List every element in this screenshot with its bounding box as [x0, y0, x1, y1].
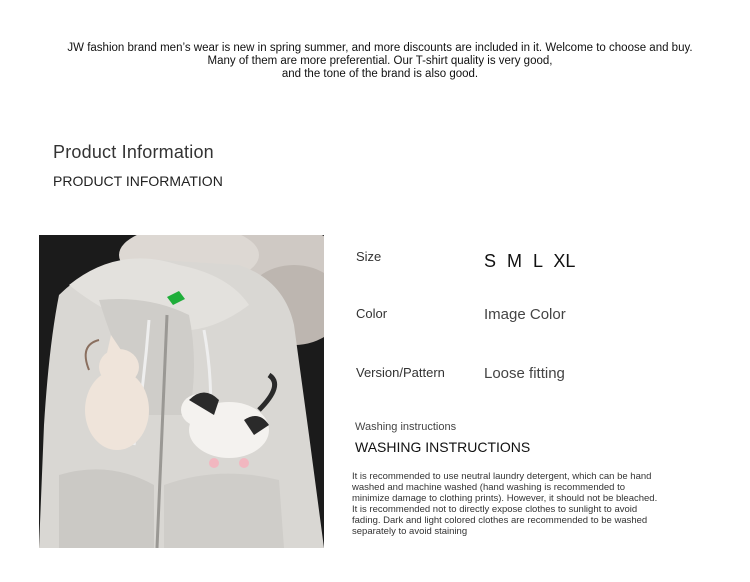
product-photo	[39, 235, 324, 548]
pattern-value: Loose fitting	[484, 365, 565, 382]
intro-text	[40, 42, 720, 81]
color-value: Image Color	[484, 306, 566, 323]
intro-line: JW fashion brand men’s wear is new in spring summer, and more discounts are included in it. Welcome to choose and buy.	[67, 42, 693, 54]
intro-line: Many of them are more preferential. Our T-shirt quality is very good,	[207, 55, 553, 67]
washing-line: fading. Dark and light colored clothes are recommended to be washed	[352, 515, 648, 526]
product-info-title: Product Information	[53, 142, 214, 162]
washing-title: WASHING INSTRUCTIONS	[355, 439, 531, 455]
washing-line: washed and machine washed (hand washing is recommended to	[352, 482, 626, 493]
washing-line: It is recommended to use neutral laundry detergent, which can be hand	[352, 471, 652, 482]
size-value: S M L XL	[484, 251, 576, 271]
pattern-label: Version/Pattern	[356, 365, 445, 380]
hoodie-illustration	[39, 235, 324, 548]
size-label: Size	[356, 249, 382, 264]
color-label: Color	[356, 306, 388, 321]
product-info-subtitle: PRODUCT INFORMATION	[53, 173, 223, 189]
washing-line: separately to avoid staining	[352, 526, 468, 537]
intro-line: and the tone of the brand is also good.	[281, 68, 479, 80]
washing-text	[352, 471, 714, 537]
washing-label: Washing instructions	[355, 421, 457, 433]
washing-line: It is recommended not to directly expose clothes to sunlight to avoid	[352, 504, 638, 515]
washing-line: minimize damage to clothing prints). However, it should not be bleached.	[352, 493, 658, 504]
